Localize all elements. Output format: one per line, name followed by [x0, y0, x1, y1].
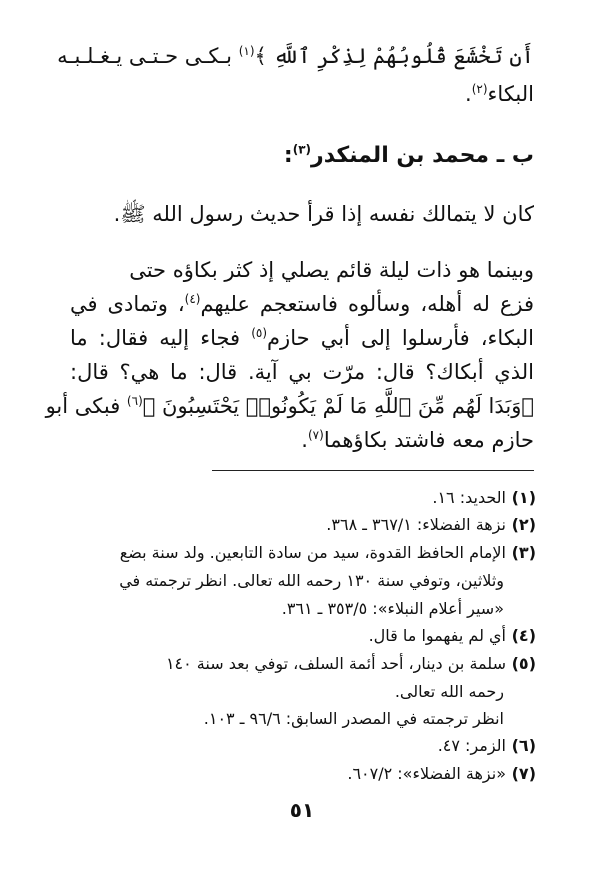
paragraph-2-line-1 [70, 256, 534, 284]
footnote-text: الإمام الحافظ القدوة، سيد من سادة التابعين. ولد سنة بضع [119, 543, 506, 562]
footnote-ref-6: (٦) [126, 394, 143, 408]
footnote-6 [72, 734, 536, 758]
footnote-3-continued-2 [72, 597, 504, 621]
footnote-text: انظر ترجمته في المصدر السابق: ٩٦/٦ ـ ١٠٣. [203, 709, 504, 728]
footnote-7 [72, 762, 536, 786]
section-heading [70, 142, 534, 170]
intro-line-2 [70, 80, 534, 108]
footnote-ref-4: (٤) [184, 292, 201, 306]
paragraph-2-line-4 [70, 358, 534, 386]
footnote-text: «نزهة الفضلاء»: ٦٠٧/٢. [347, 764, 506, 783]
footnote-text: نزهة الفضلاء: ٣٦٧/١ ـ ٣٦٨. [326, 515, 506, 534]
footnote-ref-1: (١) [238, 44, 255, 58]
paragraph-1 [70, 200, 534, 228]
footnote-text: وثلاثين، وتوفي سنة ١٣٠ رحمه الله تعالى. انظر ترجمته في [119, 571, 504, 590]
quran-verse-zumar: ﴿وَبَدَا لَهُم مِّنَ ٱللَّهِ مَا لَمْ يَكُونُوا۟ يَحْتَسِبُونَ ﴾ [142, 394, 534, 418]
footnote-separator [212, 470, 534, 471]
paragraph-2-line-3 [70, 324, 534, 352]
footnote-2 [72, 513, 536, 537]
footnote-ref-5: (٥) [251, 326, 268, 340]
footnote-text: «سير أعلام النبلاء»: ٣٥٣/٥ ـ ٣٦١. [281, 599, 504, 618]
footnote-text: الزمر: ٤٧. [437, 736, 506, 755]
footnote-text: الحديد: ١٦. [432, 488, 506, 507]
section-heading-text: ب ـ محمد بن المنكدر [311, 143, 534, 168]
paragraph-2-text-3a: البكاء، فأرسلوا إلى أبي حازم [267, 326, 534, 350]
paragraph-2-period: . [301, 428, 308, 452]
footnote-5-continued-1 [72, 680, 504, 704]
footnote-ref-3: (٣) [292, 142, 312, 157]
footnote-number: (١) [511, 488, 536, 507]
page-number: ٥١ [289, 798, 315, 822]
quran-verse-hadid: أَن تَخْشَعَ قُلُوبُهُمْ لِذِكْرِ ٱللَّهِ ﴾ [254, 44, 534, 68]
paragraph-2-text-6: حازم معه فاشتد بكاؤهما [323, 428, 534, 452]
footnote-number: (٧) [511, 764, 536, 783]
paragraph-2-text-2b: ، وتمادى في [70, 292, 185, 316]
footnote-1 [72, 486, 536, 510]
footnote-number: (٣) [511, 543, 536, 562]
footnote-ref-2: (٢) [471, 82, 488, 96]
footnote-3 [72, 541, 536, 565]
footnote-text: أي لم يفهموا ما قال. [368, 626, 506, 645]
footnote-text: رحمه الله تعالى. [394, 682, 504, 701]
intro-text-1: بـكـى حـتـى يـغـلـبـه [57, 44, 232, 68]
paragraph-2-text-1: وبينما هو ذات ليلة قائم يصلي إذ كثر بكاؤه حتى [129, 258, 534, 282]
footnote-ref-7: (٧) [307, 428, 324, 442]
footnote-number: (٦) [511, 736, 536, 755]
intro-text-2: البكاء [487, 82, 534, 106]
paragraph-2-text-3b: فجاء إليه فقال: ما [70, 326, 252, 350]
intro-period: . [465, 82, 472, 106]
section-heading-colon: : [283, 143, 293, 168]
paragraph-2-line-6 [70, 426, 534, 454]
footnote-text: سلمة بن دينار، أحد أئمة السلف، توفي بعد سنة ١٤٠ [165, 654, 506, 673]
footnote-3-continued-1 [72, 569, 504, 593]
footnote-4 [72, 624, 536, 648]
paragraph-2-line-5 [45, 392, 534, 420]
intro-line-1 [57, 42, 534, 70]
footnote-5-continued-2 [72, 707, 504, 731]
footnote-number: (٥) [511, 654, 536, 673]
paragraph-2-text-2a: فزع له أهله، وسألوه فاستعجم عليهم [200, 292, 535, 316]
footnote-number: (٢) [511, 515, 536, 534]
paragraph-2-line-2 [70, 290, 534, 318]
paragraph-2-text-4: الذي أبكاك؟ قال: مرّت بي آية. قال: ما هي؟ قال: [70, 360, 534, 384]
footnote-5 [72, 652, 536, 676]
paragraph-2-text-5b: فبكى أبو [45, 394, 127, 418]
paragraph-1-text: كان لا يتمالك نفسه إذا قرأ حديث رسول الله ﷺ. [113, 202, 534, 226]
footnote-number: (٤) [511, 626, 536, 645]
